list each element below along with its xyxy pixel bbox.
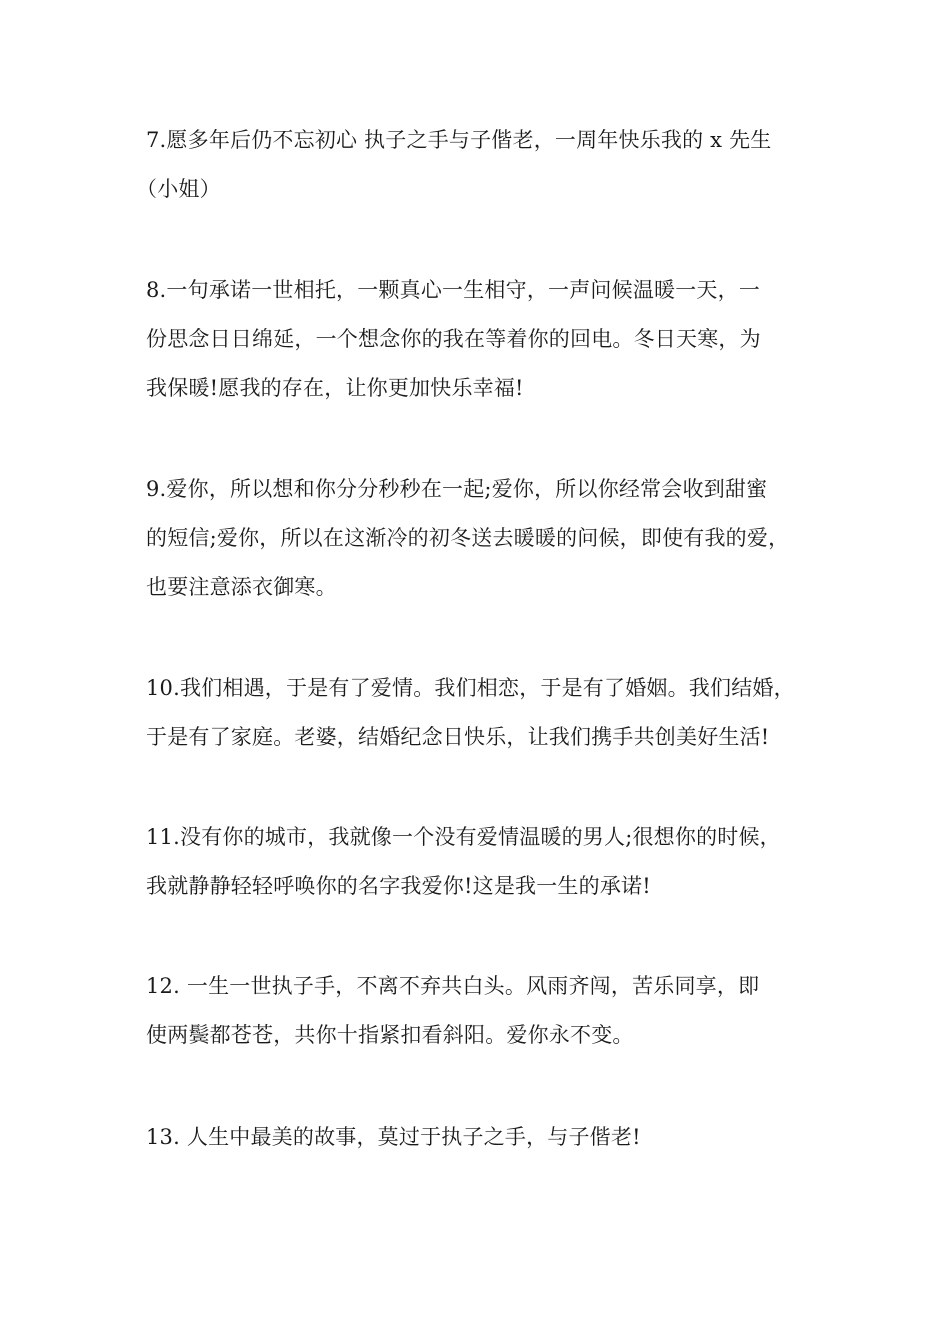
paragraph-line: 也要注意添衣御寒。 (146, 575, 337, 599)
paragraph-8 (146, 266, 826, 413)
paragraph-line: 12. 一生一世执子手，不离不弃共白头。风雨齐闯，苦乐同享，即 (146, 974, 760, 998)
paragraph-9 (146, 465, 826, 612)
paragraph-line: 10.我们相遇，于是有了爱情。我们相恋，于是有了婚姻。我们结婚， (146, 676, 795, 700)
paragraph-line: 9.爱你，所以想和你分分秒秒在一起;爱你，所以你经常会收到甜蜜 (146, 477, 768, 501)
paragraph-line: 的短信;爱你，所以在这渐冷的初冬送去暖暖的问候，即使有我的爱， (146, 526, 790, 550)
paragraph-13 (146, 1113, 826, 1162)
paragraph-line: 我保暖!愿我的存在，让你更加快乐幸福! (146, 376, 524, 400)
paragraph-line: 13. 人生中最美的故事，莫过于执子之手，与子偕老! (146, 1125, 641, 1149)
paragraph-line: 使两鬓都苍苍，共你十指紧扣看斜阳。爱你永不变。 (146, 1023, 634, 1047)
paragraph-line: 8.一句承诺一世相托，一颗真心一生相守，一声问候温暖一天，一 (146, 278, 761, 302)
paragraph-line: 11.没有你的城市，我就像一个没有爱情温暖的男人;很想你的时候， (146, 825, 781, 849)
paragraph-line: （小姐） (136, 177, 221, 201)
paragraph-line: 于是有了家庭。老婆，结婚纪念日快乐，让我们携手共创美好生活! (146, 725, 770, 749)
paragraph-12 (146, 962, 826, 1060)
paragraph-line: 份思念日日绵延，一个想念你的我在等着你的回电。冬日天寒，为 (146, 327, 761, 351)
paragraph-11 (146, 813, 826, 911)
paragraph-line: 我就静静轻轻呼唤你的名字我爱你!这是我一生的承诺! (146, 874, 651, 898)
paragraph-line: 7.愿多年后仍不忘初心 执子之手与子偕老，一周年快乐我的 x 先生 (146, 128, 772, 152)
paragraph-7 (136, 116, 826, 214)
paragraph-10 (146, 664, 826, 762)
